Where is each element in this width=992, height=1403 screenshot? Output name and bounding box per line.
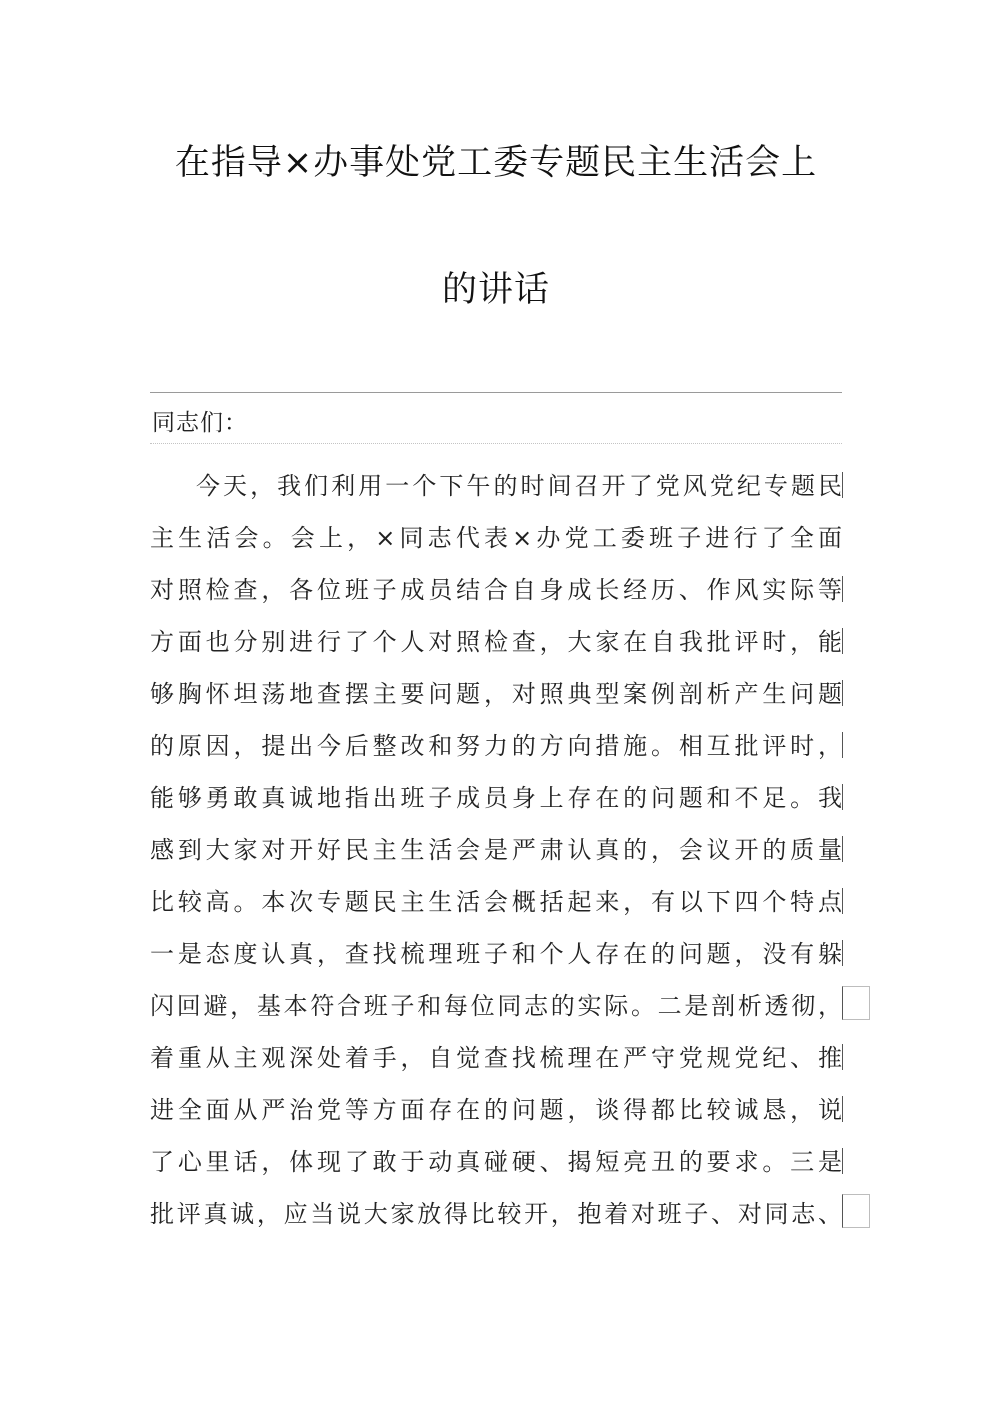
body-line: 比较高。本次专题民主生活会概括起来，有以下四个特点 [150,888,842,916]
margin-box [842,986,870,1020]
body-line: 批评真诚，应当说大家放得比较开，抱着对班子、对同志、 [150,1200,842,1228]
body-line: 一是态度认真，查找梳理班子和个人存在的问题，没有躲 [150,940,842,968]
margin-mark [842,940,843,966]
document-title-line-1: 在指导×办事处党工委专题民主生活会上 [174,143,818,183]
body-line: 主生活会。会上，×同志代表×办党工委班子进行了全面 [150,524,842,552]
body-line: 闪回避，基本符合班子和每位同志的实际。二是剖析透彻， [150,992,842,1020]
body-line: 感到大家对开好民主生活会是严肃认真的，会议开的质量 [150,836,842,864]
body-line: 了心里话，体现了敢于动真碰硬、揭短亮丑的要求。三是 [150,1148,842,1176]
margin-mark [842,680,843,706]
margin-mark [842,1096,843,1122]
body-line: 的原因，提出今后整改和努力的方向措施。相互批评时， [150,732,842,760]
body-line: 够胸怀坦荡地查摆主要问题，对照典型案例剖析产生问题 [150,680,842,708]
body-line: 能够勇敢真诚地指出班子成员身上存在的问题和不足。我 [150,784,842,812]
body-text [150,462,842,1242]
margin-mark [842,784,843,810]
margin-mark [842,1044,843,1070]
body-line: 进全面从严治党等方面存在的问题，谈得都比较诚恳，说 [150,1096,842,1124]
body-line: 着重从主观深处着手，自觉查找梳理在严守党规党纪、推 [150,1044,842,1072]
salutation-bottom-rule [150,443,842,444]
margin-mark [842,888,843,914]
margin-mark [842,732,843,758]
document-title-line-2: 的讲话 [441,270,550,310]
body-line: 今天，我们利用一个下午的时间召开了党风党纪专题民 [196,472,842,500]
margin-mark [842,1148,843,1174]
body-line: 方面也分别进行了个人对照检查，大家在自我批评时，能 [150,628,842,656]
margin-mark [842,472,843,498]
margin-mark [842,836,843,862]
salutation-top-rule [150,392,842,393]
salutation: 同志们： [152,410,248,436]
margin-mark [842,628,843,654]
body-line: 对照检查，各位班子成员结合自身成长经历、作风实际等 [150,576,842,604]
margin-box [842,1194,870,1228]
margin-mark [842,576,843,602]
